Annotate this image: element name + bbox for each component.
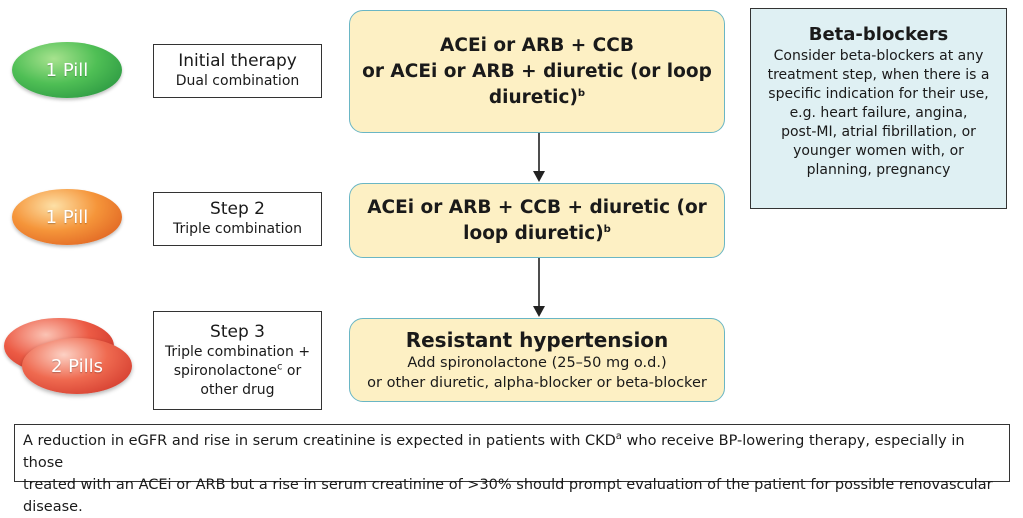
beta-line: Consider beta-blockers at any: [773, 48, 984, 64]
step-subtitle: Triple combination: [173, 221, 302, 237]
footnote-marker-b: b: [577, 87, 586, 99]
therapy-line: or other diuretic, alpha-blocker or beta-blocker: [367, 375, 707, 391]
footnote-box: [14, 424, 1010, 515]
therapy-line: ACEi or ARB + CCB: [440, 34, 634, 56]
step-subtitle: Dual combination: [175, 73, 300, 89]
therapy-line: Add spironolactone (25–50 mg o.d.): [407, 355, 667, 371]
pill-icon-red-front: [22, 338, 132, 394]
step-title: Step 2: [210, 199, 265, 219]
footnote-marker-c: c: [276, 360, 283, 372]
beta-blockers-title: Beta-blockers: [808, 24, 949, 45]
therapy-box-step3: [349, 318, 725, 402]
step-box-step2: [153, 192, 322, 246]
step-subtitle-line1: Triple combination +: [164, 343, 311, 360]
arrow-down-icon: [529, 133, 549, 183]
pill-label-step1: 1 Pill: [45, 59, 89, 81]
therapy-box-initial: [349, 10, 725, 133]
footnote-line1: [23, 430, 1001, 474]
beta-blockers-box: [750, 8, 1007, 209]
footnote-marker-b: b: [603, 223, 611, 235]
therapy-line-last: [463, 221, 611, 247]
step-box-step3: [153, 311, 322, 410]
step-title: Initial therapy: [178, 51, 297, 71]
therapy-text: loop diuretic): [463, 222, 604, 244]
beta-line: treatment step, when there is a: [767, 67, 990, 83]
beta-line: younger women with, or: [793, 143, 964, 159]
therapy-line: or ACEi or ARB + diuretic (or loop: [362, 60, 712, 82]
footnote-text: who receive BP-lowering therapy, especially in those: [23, 433, 965, 471]
therapy-line-last: [489, 85, 585, 111]
therapy-box-step2: [349, 183, 725, 258]
footnote-line2: treated with an ACEi or ARB but a rise in serum creatinine of >30% should prompt evaluation of the patient for possible renovascular disease.: [23, 477, 993, 515]
step-subtitle-line2: [174, 362, 302, 381]
footnote-marker-a: a: [615, 431, 622, 443]
footnote-text: A reduction in eGFR and rise in serum creatinine is expected in patients with CKD: [23, 433, 616, 449]
step-subtitle-line3: other drug: [200, 381, 275, 398]
pill-icon-green: [12, 42, 122, 98]
step-title: Step 3: [210, 321, 265, 342]
step-subtitle-drug: spironolactone: [173, 362, 277, 379]
pill-label-step2: 1 Pill: [45, 206, 89, 228]
pill-icon-orange: [12, 189, 122, 245]
beta-line: planning, pregnancy: [806, 162, 951, 178]
therapy-text: diuretic): [488, 86, 578, 108]
step-subtitle-or: or: [282, 362, 302, 379]
arrow-down-icon: [529, 258, 549, 318]
beta-line: e.g. heart failure, angina,: [789, 105, 968, 121]
step-box-initial: [153, 44, 322, 98]
therapy-line: ACEi or ARB + CCB + diuretic (or: [367, 196, 707, 218]
therapy-title: Resistant hypertension: [405, 328, 669, 352]
pill-label-step3: 2 Pills: [50, 355, 103, 377]
beta-line: specific indication for their use,: [768, 86, 989, 102]
beta-line: post-MI, atrial fibrillation, or: [781, 124, 976, 140]
